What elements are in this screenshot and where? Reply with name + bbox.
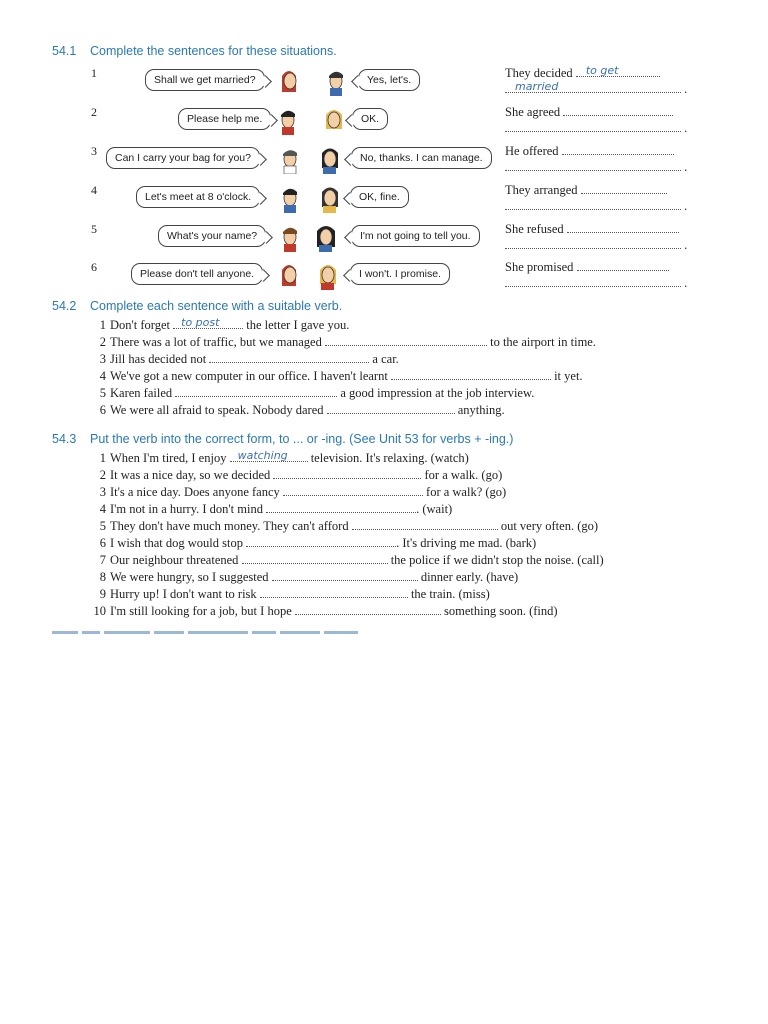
clipped-next-heading bbox=[52, 631, 382, 635]
situation-5 bbox=[88, 222, 500, 258]
answer-blank[interactable] bbox=[209, 352, 369, 363]
speech-bubble-right: OK, fine. bbox=[350, 186, 409, 208]
answer-1: They decided to get married . bbox=[505, 64, 688, 96]
situation-6 bbox=[88, 260, 500, 296]
answer-4: They arranged . bbox=[505, 183, 688, 213]
exercise-54-2-heading bbox=[52, 299, 342, 313]
item-number: 2 bbox=[91, 105, 97, 119]
sentence-row: 4 We've got a new computer in our office. I haven't learnt it yet. bbox=[99, 369, 583, 383]
exercise-instruction: Put the verb into the correct form, to ... or -ing. (See Unit 53 for verbs + -ing.) bbox=[90, 432, 514, 446]
woman-face-icon bbox=[278, 260, 300, 290]
sentence-row: 4 I'm not in a hurry. I don't mind . (wait) bbox=[99, 502, 453, 516]
sentence-row: 9 Hurry up! I don't want to risk the train. (miss) bbox=[99, 587, 490, 601]
handwritten-answer: to post bbox=[181, 316, 220, 329]
answer-blank[interactable] bbox=[505, 160, 681, 171]
speech-bubble-left: Shall we get married? bbox=[145, 69, 265, 91]
speech-bubble-right: Yes, let's. bbox=[358, 69, 420, 91]
answer-blank[interactable] bbox=[577, 260, 669, 271]
answer-6: She promised . bbox=[505, 260, 688, 290]
answer-blank[interactable] bbox=[505, 199, 681, 210]
man-face-icon bbox=[278, 183, 300, 213]
sentence-row: 5 Karen failed a good impression at the job interview. bbox=[99, 386, 535, 400]
speech-bubble-left: Can I carry your bag for you? bbox=[106, 147, 260, 169]
exercise-instruction: Complete each sentence with a suitable verb. bbox=[90, 299, 343, 313]
answer-blank[interactable] bbox=[295, 604, 441, 615]
answer-prefix: She refused bbox=[505, 222, 564, 236]
answer-prefix: They arranged bbox=[505, 183, 578, 197]
answer-blank[interactable] bbox=[173, 318, 243, 329]
answer-prefix: He offered bbox=[505, 144, 559, 158]
situation-1 bbox=[88, 66, 500, 102]
woman-face-icon bbox=[278, 66, 300, 96]
woman-face-icon bbox=[324, 105, 346, 135]
sentence-row: 1 Don't forget to post the letter I gave you. bbox=[99, 316, 350, 332]
answer-prefix: They decided bbox=[505, 66, 573, 80]
situation-2 bbox=[88, 105, 500, 141]
speech-bubble-right: I'm not going to tell you. bbox=[351, 225, 480, 247]
answer-blank[interactable] bbox=[391, 369, 551, 380]
answer-blank[interactable] bbox=[230, 451, 308, 462]
speech-bubble-left: Please don't tell anyone. bbox=[131, 263, 263, 285]
item-number: 4 bbox=[91, 183, 97, 197]
answer-blank[interactable] bbox=[352, 519, 498, 530]
item-number: 6 bbox=[91, 260, 97, 274]
man-face-icon bbox=[326, 66, 348, 96]
answer-blank[interactable] bbox=[505, 121, 681, 132]
answer-5: She refused . bbox=[505, 222, 688, 252]
answer-blank[interactable] bbox=[576, 66, 660, 77]
answer-blank[interactable] bbox=[325, 335, 487, 346]
sentence-row: 5 They don't have much money. They can't afford out very often. (go) bbox=[99, 519, 599, 533]
answer-blank[interactable] bbox=[272, 570, 418, 581]
speech-bubble-right: OK. bbox=[352, 108, 388, 130]
exercise-54-3-heading bbox=[52, 432, 513, 446]
answer-blank[interactable] bbox=[505, 82, 681, 93]
item-number: 1 bbox=[91, 66, 97, 80]
exercise-number: 54.1 bbox=[52, 44, 77, 58]
exercise-number: 54.3 bbox=[52, 432, 77, 446]
situation-4 bbox=[88, 183, 500, 219]
speech-bubble-right: I won't. I promise. bbox=[350, 263, 450, 285]
sentence-row: 3 It's a nice day. Does anyone fancy for a walk? (go) bbox=[99, 485, 507, 499]
sentence-row: 3 Jill has decided not a car. bbox=[99, 352, 399, 366]
item-number: 5 bbox=[91, 222, 97, 236]
woman-face-icon bbox=[316, 222, 338, 252]
answer-2: She agreed . bbox=[505, 105, 688, 135]
man-face-icon bbox=[276, 105, 298, 135]
sentence-row: 6 I wish that dog would stop . It's driving me mad. (bark) bbox=[99, 536, 537, 550]
exercise-number: 54.2 bbox=[52, 299, 77, 313]
answer-blank[interactable] bbox=[505, 276, 681, 287]
man-face-icon bbox=[278, 222, 300, 252]
answer-prefix: She agreed bbox=[505, 105, 561, 119]
woman-face-icon bbox=[320, 144, 342, 174]
answer-blank[interactable] bbox=[505, 238, 681, 249]
woman-face-icon bbox=[320, 183, 342, 213]
answer-prefix: She promised bbox=[505, 260, 574, 274]
answer-blank[interactable] bbox=[567, 222, 679, 233]
speech-bubble-left: Let's meet at 8 o'clock. bbox=[136, 186, 260, 208]
speech-bubble-right: No, thanks. I can manage. bbox=[351, 147, 492, 169]
answer-blank[interactable] bbox=[242, 553, 388, 564]
speech-bubble-left: What's your name? bbox=[158, 225, 266, 247]
woman-face-icon bbox=[318, 260, 340, 290]
answer-blank[interactable] bbox=[266, 502, 416, 513]
sentence-row: 2 There was a lot of traffic, but we managed to the airport in time. bbox=[99, 335, 596, 349]
answer-blank[interactable] bbox=[283, 485, 423, 496]
sentence-row: 6 We were all afraid to speak. Nobody dared anything. bbox=[99, 403, 505, 417]
answer-blank[interactable] bbox=[562, 144, 674, 155]
answer-blank[interactable] bbox=[581, 183, 667, 194]
sentence-row: 8 We were hungry, so I suggested dinner early. (have) bbox=[99, 570, 519, 584]
exercise-instruction: Complete the sentences for these situations. bbox=[90, 44, 337, 58]
answer-blank[interactable] bbox=[327, 403, 455, 414]
handwritten-answer: married bbox=[515, 80, 559, 93]
speech-bubble-left: Please help me. bbox=[178, 108, 271, 130]
situation-3 bbox=[88, 144, 500, 180]
sentence-row: 10 I'm still looking for a job, but I hope something soon. (find) bbox=[93, 604, 558, 618]
handwritten-answer: to get bbox=[585, 64, 619, 77]
handwritten-answer: watching bbox=[237, 449, 288, 462]
sentence-row: 7 Our neighbour threatened the police if we didn't stop the noise. (call) bbox=[99, 553, 604, 567]
item-number: 3 bbox=[91, 144, 97, 158]
answer-blank[interactable] bbox=[273, 468, 421, 479]
answer-blank[interactable] bbox=[563, 105, 673, 116]
sentence-row: 2 It was a nice day, so we decided for a walk. (go) bbox=[99, 468, 503, 482]
sentence-row: 1 When I'm tired, I enjoy watching television. It's relaxing. (watch) bbox=[99, 449, 469, 465]
exercise-54-1-heading bbox=[52, 44, 337, 58]
man-face-icon bbox=[278, 144, 300, 174]
answer-3: He offered . bbox=[505, 144, 688, 174]
answer-blank[interactable] bbox=[246, 536, 396, 547]
answer-blank[interactable] bbox=[260, 587, 408, 598]
answer-blank[interactable] bbox=[175, 386, 337, 397]
